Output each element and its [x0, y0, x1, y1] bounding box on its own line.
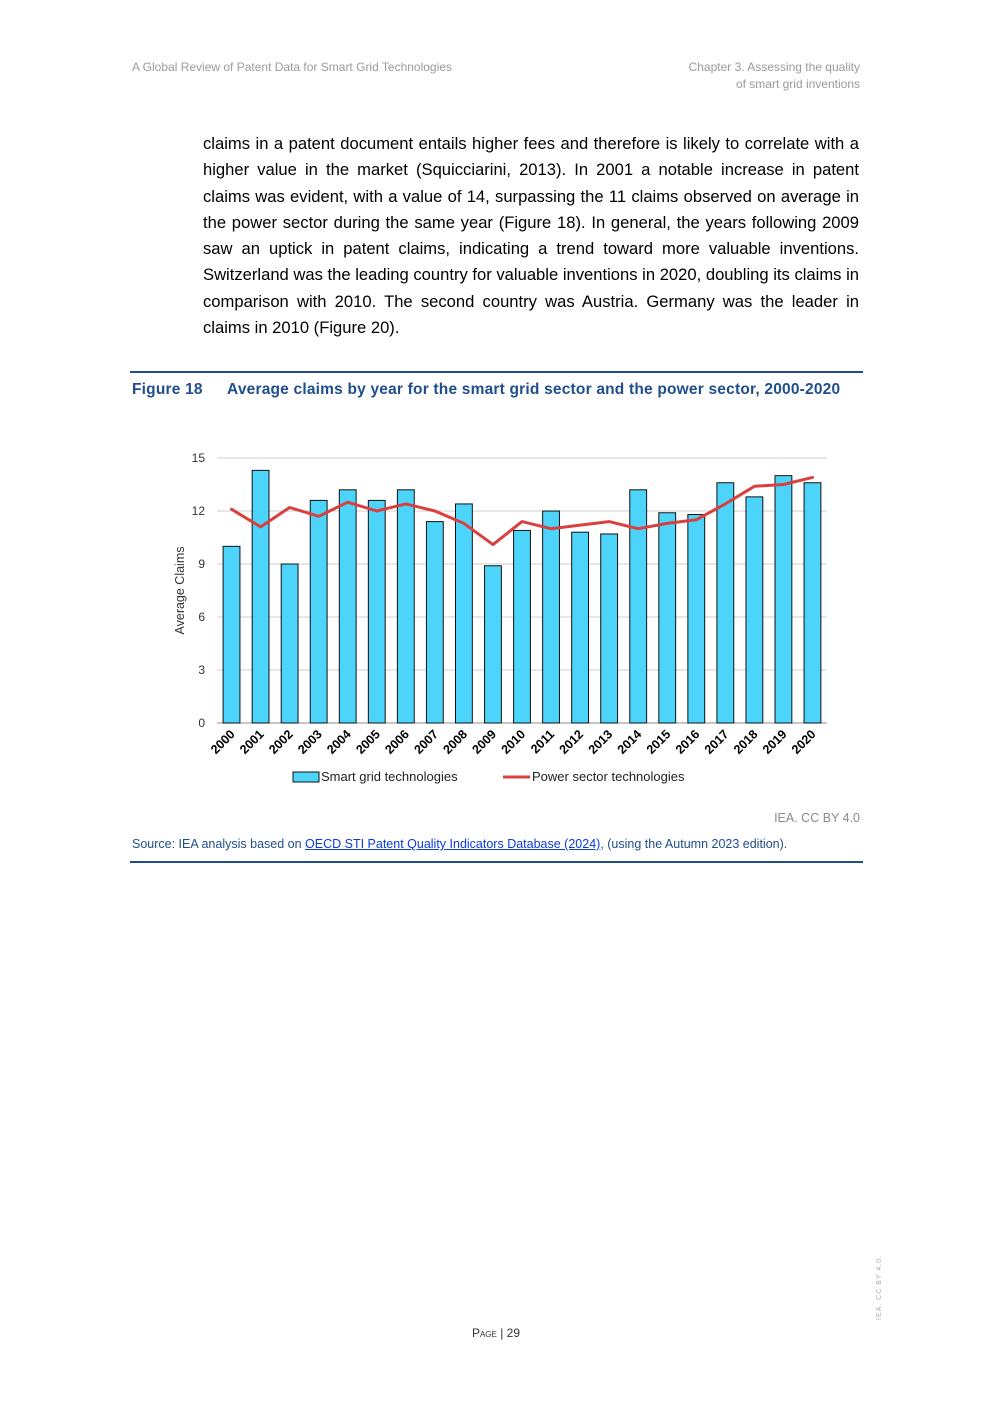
legend-label: Power sector technologies [532, 769, 685, 784]
bar [339, 490, 356, 723]
x-tick-label: 2008 [440, 727, 471, 757]
x-tick-label: 2001 [237, 727, 267, 757]
y-tick-label: 15 [191, 451, 205, 465]
page-label: Page [471, 1326, 497, 1340]
body-paragraph: claims in a patent document entails higher fees and therefore is likely to correlate with a higher value in the market (Squicciarini, 2013). In 2001 a notable increase in patent claims was evident, with a value of 14, surpassing the 11 claims observed on average in the power sector during the same year (Figure 18). In general, the years following 2009 saw an uptick in patent claims, indicating a trend toward more valuable inventions. Switzerland was the leading country for valuable inventions in 2020, doubling its claims in comparison with 2010. The second country was Austria. Germany was the leader in claims in 2010 (Figure 20). [203, 134, 859, 338]
figure-top-rule [130, 371, 863, 373]
legend-swatch-bar [293, 772, 319, 782]
claims-chart [160, 440, 850, 800]
x-tick-label: 2004 [324, 727, 354, 757]
y-axis-title: Average Claims [173, 546, 187, 635]
bar [426, 522, 443, 723]
figure-number: Figure 18 [132, 381, 203, 398]
x-tick-label: 2002 [266, 727, 296, 757]
bar [455, 504, 472, 723]
bar [717, 483, 734, 723]
y-tick-label: 12 [191, 504, 205, 518]
bar [223, 546, 240, 723]
bar [281, 564, 298, 723]
x-tick-label: 2017 [701, 727, 732, 757]
bar [630, 490, 647, 723]
x-tick-label: 2020 [789, 727, 819, 757]
source-link[interactable]: OECD STI Patent Quality Indicators Database (2024) [305, 837, 601, 851]
x-tick-label: 2013 [585, 727, 616, 757]
x-tick-label: 2012 [556, 727, 587, 757]
x-tick-label: 2018 [730, 727, 761, 757]
y-tick-label: 0 [198, 716, 205, 730]
chapter-line-2: of smart grid inventions [735, 77, 860, 91]
x-tick-label: 2010 [498, 727, 529, 757]
x-tick-label: 2014 [614, 727, 645, 757]
y-tick-label: 6 [198, 610, 205, 624]
x-tick-label: 2011 [528, 727, 558, 757]
bar [397, 490, 414, 723]
bar [601, 534, 618, 723]
bar [485, 566, 502, 723]
x-tick-label: 2005 [353, 727, 383, 757]
bar [688, 515, 705, 723]
x-tick-label: 2000 [208, 727, 238, 757]
figure-source [132, 837, 787, 851]
x-tick-label: 2003 [295, 727, 325, 757]
page-number: Page | 29 [471, 1326, 521, 1340]
y-tick-label: 3 [198, 663, 205, 677]
x-tick-label: 2007 [411, 727, 441, 757]
x-tick-label: 2015 [643, 727, 674, 757]
running-header-title: A Global Review of Patent Data for Smart Grid Technologies [132, 60, 452, 74]
bar [659, 513, 676, 723]
source-prefix: Source: IEA analysis based on [132, 837, 306, 851]
x-tick-label: 2009 [469, 727, 500, 757]
x-tick-label: 2019 [759, 727, 790, 757]
figure-credit: IEA. CC BY 4.0 [774, 811, 860, 825]
bar [310, 500, 327, 723]
x-tick-label: 2006 [382, 727, 412, 757]
bar [543, 511, 560, 723]
bar [775, 476, 792, 723]
chapter-line-1: Chapter 3. Assessing the quality [688, 60, 860, 74]
bar [514, 530, 531, 723]
source-suffix: , (using the Autumn 2023 edition). [600, 837, 788, 851]
running-header-chapter [689, 59, 860, 93]
bar [746, 497, 763, 723]
y-tick-label: 9 [198, 557, 205, 571]
bar [252, 470, 269, 723]
bar [572, 532, 589, 723]
bar [804, 483, 821, 723]
figure-caption: Average claims by year for the smart grid sector and the power sector, 2000-2020 [227, 381, 841, 398]
x-tick-label: 2016 [672, 727, 703, 757]
page-value: 29 [506, 1326, 521, 1340]
bar [368, 500, 385, 723]
figure-bottom-rule [130, 861, 863, 863]
legend-label: Smart grid technologies [321, 769, 458, 784]
side-credit: IEA. CC BY 4.0. [876, 1254, 883, 1320]
